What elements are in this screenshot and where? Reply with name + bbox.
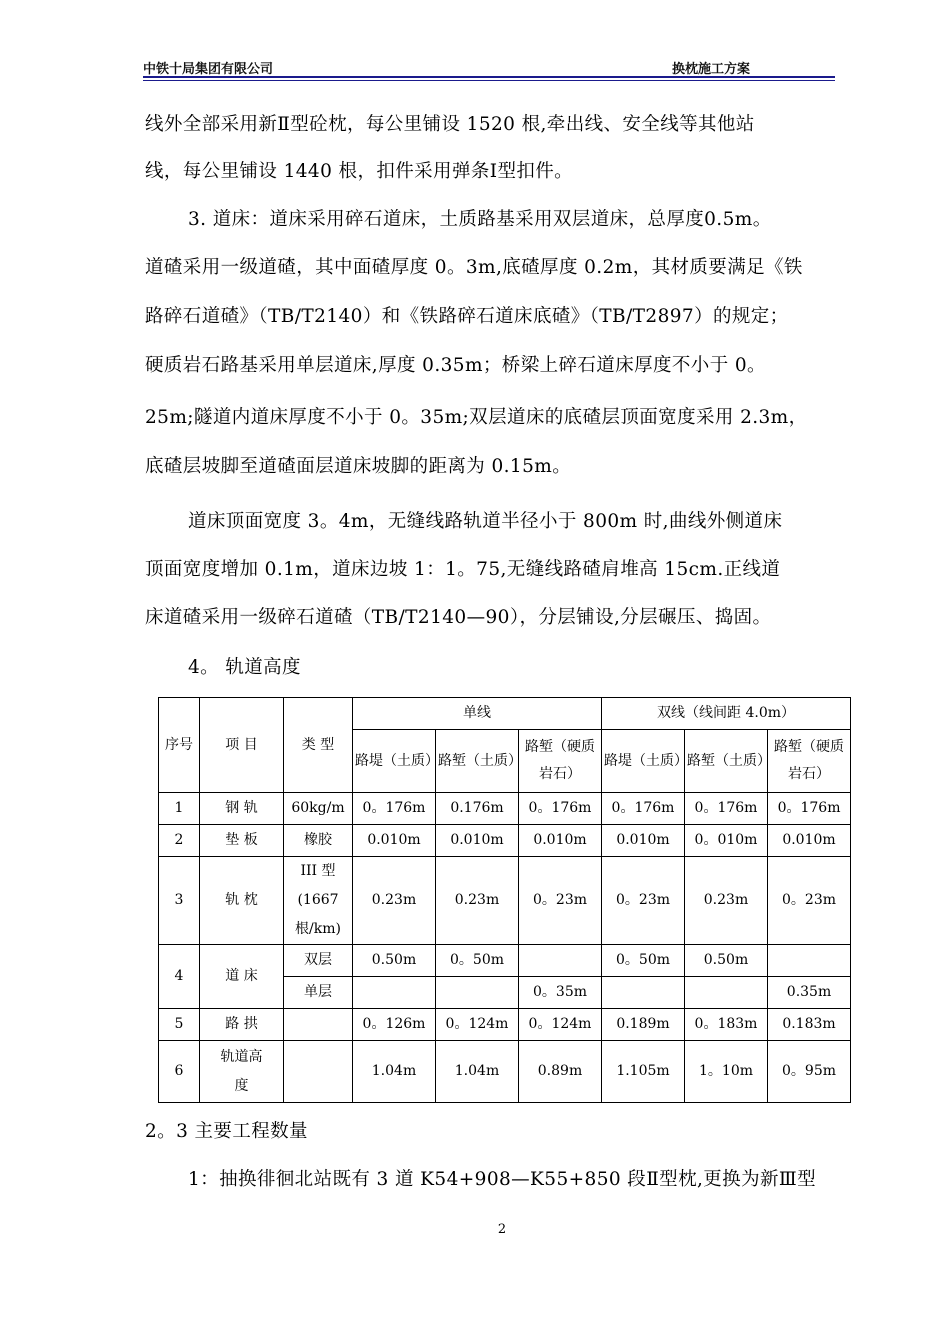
- subheader-cell: 路堤（土质）: [353, 730, 436, 793]
- cell-value: 0。176m: [685, 793, 768, 825]
- cell-type: 双层: [284, 945, 353, 977]
- paragraph-line: 1：抽换徘徊北站既有 3 道 K54+908—K55+850 段Ⅱ型枕,更换为新Ⅲ型: [188, 1169, 817, 1190]
- paragraph-line: 线外全部采用新Ⅱ型砼枕，每公里铺设 1520 根,牵出线、安全线等其他站: [145, 114, 755, 135]
- table-row: [159, 825, 851, 857]
- subheader-cell: 路堤（土质）: [602, 730, 685, 793]
- table-row: [159, 945, 851, 977]
- cell-value: [436, 977, 519, 1009]
- cell-value: 0。124m: [436, 1009, 519, 1041]
- cell-value: 0.23m: [685, 857, 768, 945]
- section-heading: 2。3 主要工程数量: [145, 1121, 308, 1142]
- cell-item: 钢 轨: [200, 793, 284, 825]
- cell-value: 0.010m: [436, 825, 519, 857]
- cell-value: 1.105m: [602, 1041, 685, 1103]
- cell-value: 0。176m: [353, 793, 436, 825]
- cell-type: [284, 1009, 353, 1041]
- cell-seq: 5: [159, 1009, 200, 1041]
- cell-value: 0。95m: [768, 1041, 851, 1103]
- cell-seq: 3: [159, 857, 200, 945]
- cell-value: 0。35m: [519, 977, 602, 1009]
- cell-value: 0。176m: [602, 793, 685, 825]
- cell-value: 0.010m: [768, 825, 851, 857]
- cell-value: 0.010m: [353, 825, 436, 857]
- paragraph-line: 25m;隧道内道床厚度不小于 0。35m;双层道床的底碴层顶面宽度采用 2.3m，: [145, 407, 808, 428]
- cell-value: [519, 945, 602, 977]
- page-number: 2: [497, 1222, 507, 1237]
- cell-item: 轨道高度: [200, 1041, 284, 1103]
- cell-value: 0。126m: [353, 1009, 436, 1041]
- paragraph-line: 底碴层坡脚至道碴面层道床坡脚的距离为 0.15m。: [145, 456, 572, 477]
- cell-value: 0.189m: [602, 1009, 685, 1041]
- cell-value: [685, 977, 768, 1009]
- header-item: 项 目: [200, 698, 284, 793]
- header-type: 类 型: [284, 698, 353, 793]
- cell-value: 0.23m: [353, 857, 436, 945]
- cell-item: 垫 板: [200, 825, 284, 857]
- cell-value: 1.04m: [436, 1041, 519, 1103]
- paragraph-line: 线，每公里铺设 1440 根，扣件采用弹条Ⅰ型扣件。: [145, 161, 574, 182]
- cell-value: 0。010m: [685, 825, 768, 857]
- cell-value: 0。176m: [768, 793, 851, 825]
- subheader-cell: 路堑（土质）: [685, 730, 768, 793]
- company-name: 中铁十局集团有限公司: [143, 62, 274, 77]
- paragraph-line: 路碎石道碴》（TB/T2140）和《铁路碎石道床底碴》（TB/T2897）的规定；: [145, 306, 789, 327]
- track-height-table: [158, 697, 851, 1103]
- cell-value: 0。23m: [768, 857, 851, 945]
- header-rule-thick: [143, 76, 835, 78]
- header-double-line: 双线（线间距 4.0m）: [602, 698, 851, 730]
- page-header: [143, 54, 835, 78]
- cell-seq: 1: [159, 793, 200, 825]
- cell-value: 0.010m: [602, 825, 685, 857]
- table-row: [159, 1041, 851, 1103]
- subheader-cell: 路堑（硬质岩石）: [519, 730, 602, 793]
- cell-type: III 型(1667根/km): [284, 857, 353, 945]
- paragraph-line: 顶面宽度增加 0.1m，道床边坡 1：1。75,无缝线路碴肩堆高 15cm.正线道: [145, 559, 781, 580]
- paragraph-line: 3. 道床：道床采用碎石道床，土质路基采用双层道床，总厚度0.5m。: [188, 209, 772, 230]
- paragraph-line: 硬质岩石路基采用单层道床,厚度 0.35m；桥梁上碎石道床厚度不小于 0。: [145, 355, 766, 376]
- cell-value: 0。23m: [519, 857, 602, 945]
- cell-value: 0.183m: [768, 1009, 851, 1041]
- cell-value: 0.23m: [436, 857, 519, 945]
- cell-item: 道 床: [200, 945, 284, 1009]
- cell-value: 0.35m: [768, 977, 851, 1009]
- subheader-cell: 路堑（土质）: [436, 730, 519, 793]
- cell-seq: 6: [159, 1041, 200, 1103]
- cell-value: 0。124m: [519, 1009, 602, 1041]
- cell-value: 0。183m: [685, 1009, 768, 1041]
- header-seq: 序号: [159, 698, 200, 793]
- cell-value: 1。10m: [685, 1041, 768, 1103]
- cell-seq: 4: [159, 945, 200, 1009]
- table-row: [159, 857, 851, 945]
- cell-seq: 2: [159, 825, 200, 857]
- cell-value: 0.50m: [353, 945, 436, 977]
- paragraph-line: 道床顶面宽度 3。4m，无缝线路轨道半径小于 800m 时,曲线外侧道床: [188, 511, 783, 532]
- cell-value: [602, 977, 685, 1009]
- table-row: [159, 1009, 851, 1041]
- cell-value: 0.176m: [436, 793, 519, 825]
- cell-value: 0。50m: [436, 945, 519, 977]
- header-rule-thin: [143, 80, 835, 81]
- cell-type: 单层: [284, 977, 353, 1009]
- cell-value: 0。176m: [519, 793, 602, 825]
- cell-value: 0.50m: [685, 945, 768, 977]
- header-single-line: 单线: [353, 698, 602, 730]
- table-row: [159, 793, 851, 825]
- cell-value: [768, 945, 851, 977]
- cell-value: 0.89m: [519, 1041, 602, 1103]
- cell-value: 1.04m: [353, 1041, 436, 1103]
- document-title: 换枕施工方案: [672, 62, 751, 77]
- cell-value: 0.010m: [519, 825, 602, 857]
- section-heading: 4。 轨道高度: [188, 657, 301, 678]
- cell-value: 0。23m: [602, 857, 685, 945]
- subheader-cell: 路堑（硬质岩石）: [768, 730, 851, 793]
- paragraph-line: 床道碴采用一级碎石道碴（TB/T2140—90），分层铺设,分层碾压、捣固。: [145, 607, 772, 628]
- cell-type: 橡胶: [284, 825, 353, 857]
- cell-item: 轨 枕: [200, 857, 284, 945]
- cell-type: 60kg/m: [284, 793, 353, 825]
- cell-item: 路 拱: [200, 1009, 284, 1041]
- cell-type: [284, 1041, 353, 1103]
- paragraph-line: 道碴采用一级道碴，其中面碴厚度 0。3m,底碴厚度 0.2m，其材质要满足《铁: [145, 257, 803, 278]
- cell-value: [353, 977, 436, 1009]
- cell-value: 0。50m: [602, 945, 685, 977]
